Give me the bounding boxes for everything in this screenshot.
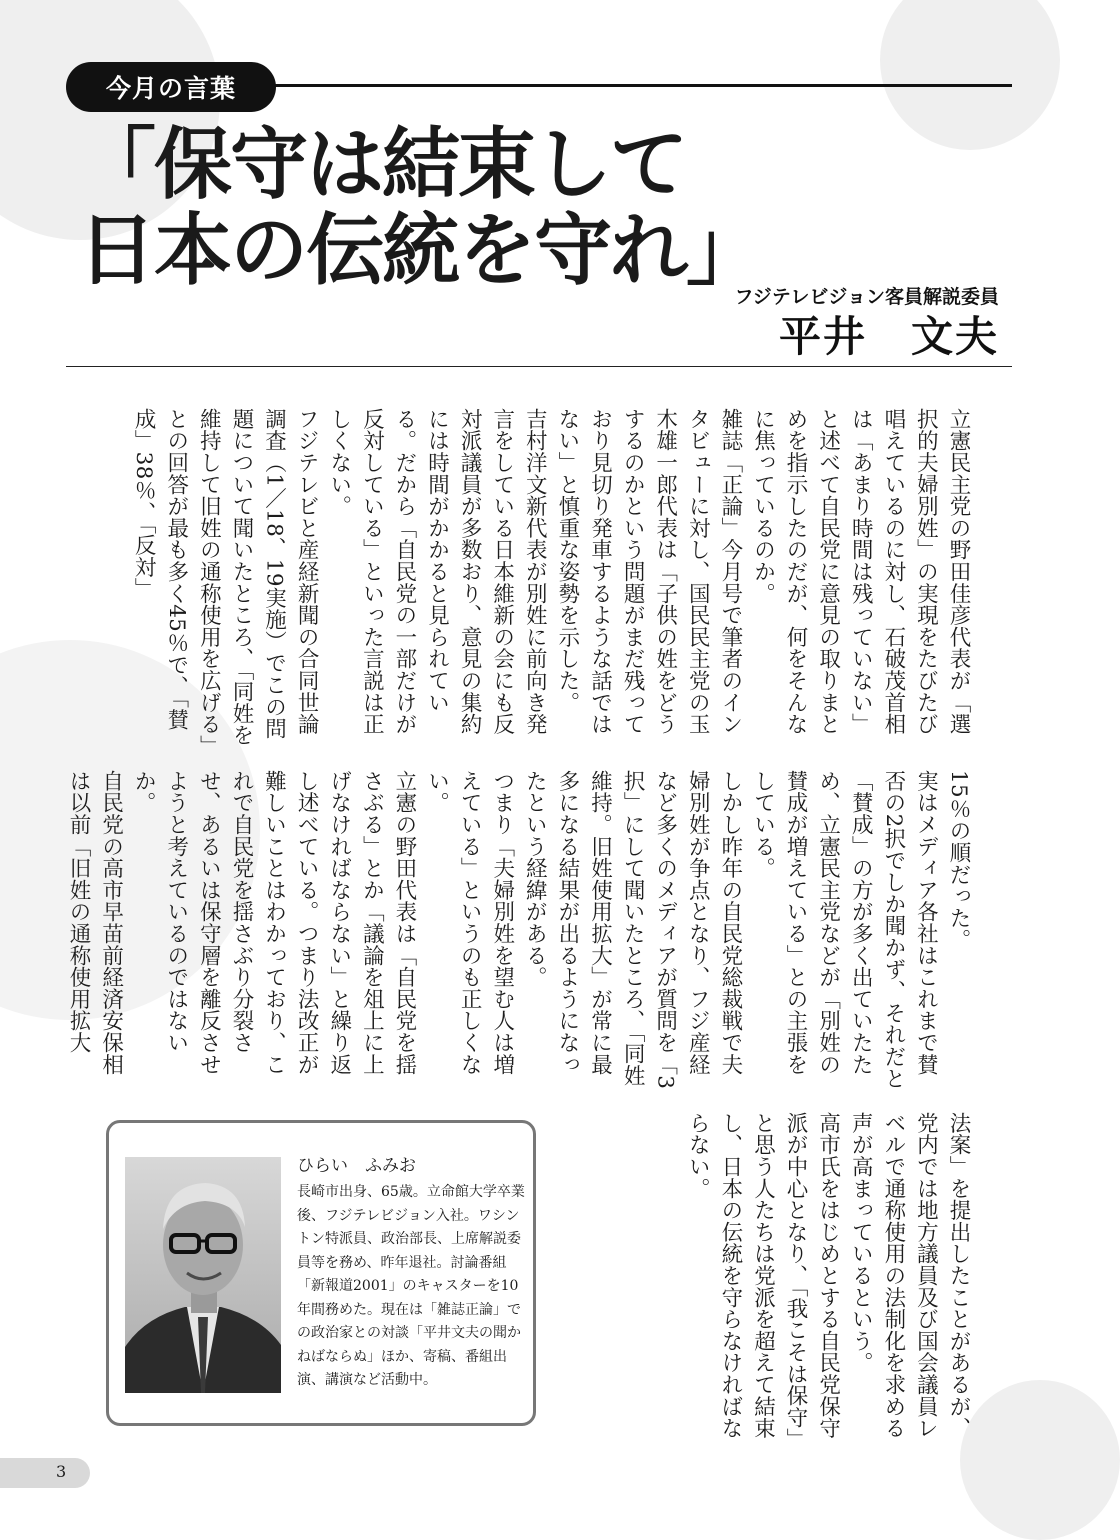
header-rule [250, 84, 1012, 87]
author-name: 平井 文夫 [778, 312, 999, 361]
headline-line-2: 日本の伝統を守れ」 [78, 206, 763, 296]
paragraph: 雑誌「正論」今月号で筆者のインタビューに対し、国民民主党の玉木雄一郎代表は「子供の姓をどうするのかという問題がまだ残っており見切り発車するような話ではない」と慎重な姿勢を示した。 [554, 408, 743, 735]
background-circle [960, 1380, 1120, 1540]
paragraph: 立憲の野田代表は「自民党を揺さぶる」とか「議論を俎上に上げなければならない」と繰り返し述べている。つまり法改正が難しいことはわかっており、これで自民党を揺さぶり分裂させ、あるいは保守層を離反させようと考えているのではないか。 [131, 770, 417, 1076]
portrait-illustration [125, 1157, 281, 1393]
article-column-middle [65, 770, 974, 1090]
paragraph: フジテレビと産経新聞の合同世論調査（1／18、19実施）でこの問題について聞いたところ、「同姓を維持して旧姓の通称使用を広げる」との回答が最も多く45％で、「賛成」38％、「反対」 [131, 408, 320, 747]
author-title: フジテレビジョン客員解説委員 [734, 286, 999, 308]
page-number-tab [0, 1458, 90, 1488]
paragraph: 実はメディア各社はこれまで賛否の2択でしか聞かず、それだと「賛成」の方が多く出ていたため、立憲民主党などが「別姓の賛成が増えている」との主張をしている。 [750, 770, 939, 1090]
paragraph: 法案」を提出したことがあるが、党内では地方議員及び国会議員レベルで通称使用の法制化を求める声が高まっているという。 [848, 1112, 971, 1439]
background-circle [880, 0, 1060, 150]
headline-line-1: 「保守は結束して [78, 120, 687, 210]
section-label: 今月の言葉 [66, 62, 276, 112]
author-photo [125, 1157, 281, 1393]
paragraph: 高市氏をはじめとする自民党保守派が中心となり、「我こそは保守」と思う人たちは党派を超えて結束し、日本の伝統を守らなければならない。 [685, 1112, 841, 1440]
title-divider [66, 366, 1012, 367]
page-number: 3 [56, 1462, 67, 1481]
article-column-upper [100, 408, 974, 748]
headline [78, 122, 762, 294]
author-bio-text: 長崎市出身、65歳。立命館大学卒業後、フジテレビジョン入社。ワシントン特派員、政治部長、上席解説委員等を務め、昨年退社。討論番組「新報道2001」のキャスターを10年間務めた。現在は「雑誌正論」での政治家との対談「平井文夫の聞かねばならぬ」ほか、寄稿、番組出演、講演など活動中。 [297, 1184, 525, 1388]
paragraph: つまり「夫婦別姓を望む人は増えている」というのも正しくない。 [424, 770, 515, 1076]
paragraph: 自民党の高市早苗前経済安保相は以前「旧姓の通称使用拡大 [65, 770, 124, 1076]
paragraph: 吉村洋文新代表が別姓に前向き発言をしている日本維新の会にも反対派議員が多数おり、意見の集約には時間がかかると見られている。だから「自民党の一部だけが反対している」といった言説は正しくない。 [326, 408, 548, 735]
article-column-lower [640, 1112, 974, 1442]
author-bio-box [106, 1120, 536, 1426]
paragraph: 15％の順だった。 [946, 770, 971, 951]
paragraph: 立憲民主党の野田佳彦代表が「選択的夫婦別姓」の実現をたびたび唱えているのに対し、石破茂首相は「あまり時間は残っていない」と述べて自民党に意見の取りまとめを指示したのだが、何をそんなに焦っているのか。 [750, 408, 971, 735]
author-name-reading: ひらい ふみお [297, 1156, 416, 1176]
paragraph: しかし昨年の自民党総裁戦で夫婦別姓が争点となり、フジ産経など多くのメディアが質問を「3択」にして聞いたところ、「同姓維持。旧姓使用拡大」が常に最多になる結果が出るようになったという経緯がある。 [522, 770, 743, 1090]
